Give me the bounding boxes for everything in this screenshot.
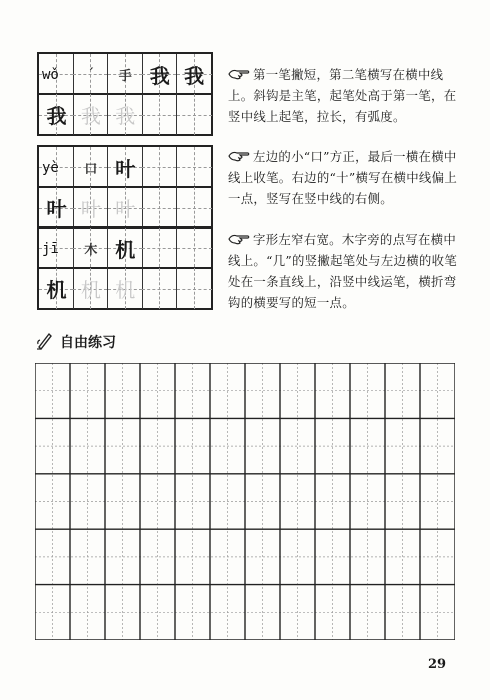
writing-cell[interactable]: [39, 94, 74, 135]
model-character: 我: [46, 104, 67, 128]
trace-character: 叶: [115, 197, 136, 221]
writing-cell[interactable]: [39, 54, 74, 95]
model-character: 叶: [46, 197, 67, 221]
pointing-hand-icon: [228, 233, 250, 245]
pinyin-label: yè: [42, 159, 59, 176]
stroke-step: 木: [84, 243, 98, 258]
stroke-step: 口: [84, 162, 98, 177]
writing-cell[interactable]: [108, 94, 143, 135]
writing-cell[interactable]: [73, 228, 108, 269]
pinyin-label: wǒ: [42, 66, 59, 83]
writing-cell[interactable]: [108, 187, 143, 228]
writing-cell[interactable]: [39, 147, 74, 188]
stroke-step: ˊ: [87, 67, 95, 82]
character-grid: [37, 52, 213, 136]
writing-cell[interactable]: [73, 94, 108, 135]
writing-cell[interactable]: [142, 228, 177, 269]
model-character: 我: [184, 64, 205, 88]
writing-cell[interactable]: [177, 228, 212, 269]
pinyin-label: jī: [42, 240, 59, 257]
writing-cell[interactable]: [108, 147, 143, 188]
writing-cell[interactable]: [142, 54, 177, 95]
writing-cell[interactable]: [108, 54, 143, 95]
trace-character: 我: [115, 104, 136, 128]
writing-cell[interactable]: [73, 187, 108, 228]
free-practice-grid: [35, 363, 455, 640]
writing-cell[interactable]: [108, 268, 143, 309]
pointing-hand-icon: [228, 68, 250, 80]
trace-character: 机: [115, 278, 136, 302]
writing-cell[interactable]: [39, 187, 74, 228]
stroke-step: 手: [118, 69, 132, 84]
note-text-ji: 字形左窄右宽。木字旁的点写在横中线上。“几”的竖撇起笔处与左边横的收笔处在一条直线上，沿竖中线运笔，横折弯钩的横要写的短一点。: [228, 232, 458, 310]
model-character: 我: [149, 64, 170, 88]
model-character: 机: [115, 238, 136, 262]
writing-cell[interactable]: [39, 228, 74, 269]
model-character: 机: [46, 278, 67, 302]
writing-cell[interactable]: [39, 268, 74, 309]
writing-cell[interactable]: [177, 54, 212, 95]
trace-character: 叶: [80, 197, 101, 221]
pen-icon: [36, 330, 54, 350]
practice-block-ji: [37, 226, 213, 310]
note-wo: [228, 64, 468, 127]
note-text-ye: 左边的小“口”方正，最后一横在横中线上收笔。右边的“十”横写在横中线偏上一点，竖写在竖中线的右侧。: [228, 149, 458, 206]
writing-cell[interactable]: [142, 147, 177, 188]
note-text-wo: 第一笔撇短，第二笔横写在横中线上。斜钩是主笔，起笔处高于第一笔，在竖中线上起笔，拉长，有弧度。: [228, 67, 457, 124]
character-grid: [37, 145, 213, 229]
section-title: 自由练习: [60, 335, 116, 351]
note-ji: [228, 229, 468, 313]
writing-cell[interactable]: [177, 94, 212, 135]
character-grid: [37, 226, 213, 310]
pointing-hand-icon: [228, 150, 250, 162]
trace-character: 机: [80, 278, 101, 302]
practice-block-ye: [37, 145, 213, 229]
writing-cell[interactable]: [108, 228, 143, 269]
writing-cell[interactable]: [73, 54, 108, 95]
page-number: 29: [428, 657, 447, 672]
writing-cell[interactable]: [142, 268, 177, 309]
writing-cell[interactable]: [177, 147, 212, 188]
trace-character: 我: [80, 104, 101, 128]
practice-block-wo: [37, 52, 213, 136]
writing-cell[interactable]: [177, 187, 212, 228]
writing-cell[interactable]: [142, 94, 177, 135]
writing-cell[interactable]: [73, 147, 108, 188]
writing-cell[interactable]: [73, 268, 108, 309]
writing-cell[interactable]: [177, 268, 212, 309]
writing-cell[interactable]: [142, 187, 177, 228]
model-character: 叶: [115, 157, 136, 181]
note-ye: [228, 146, 468, 209]
